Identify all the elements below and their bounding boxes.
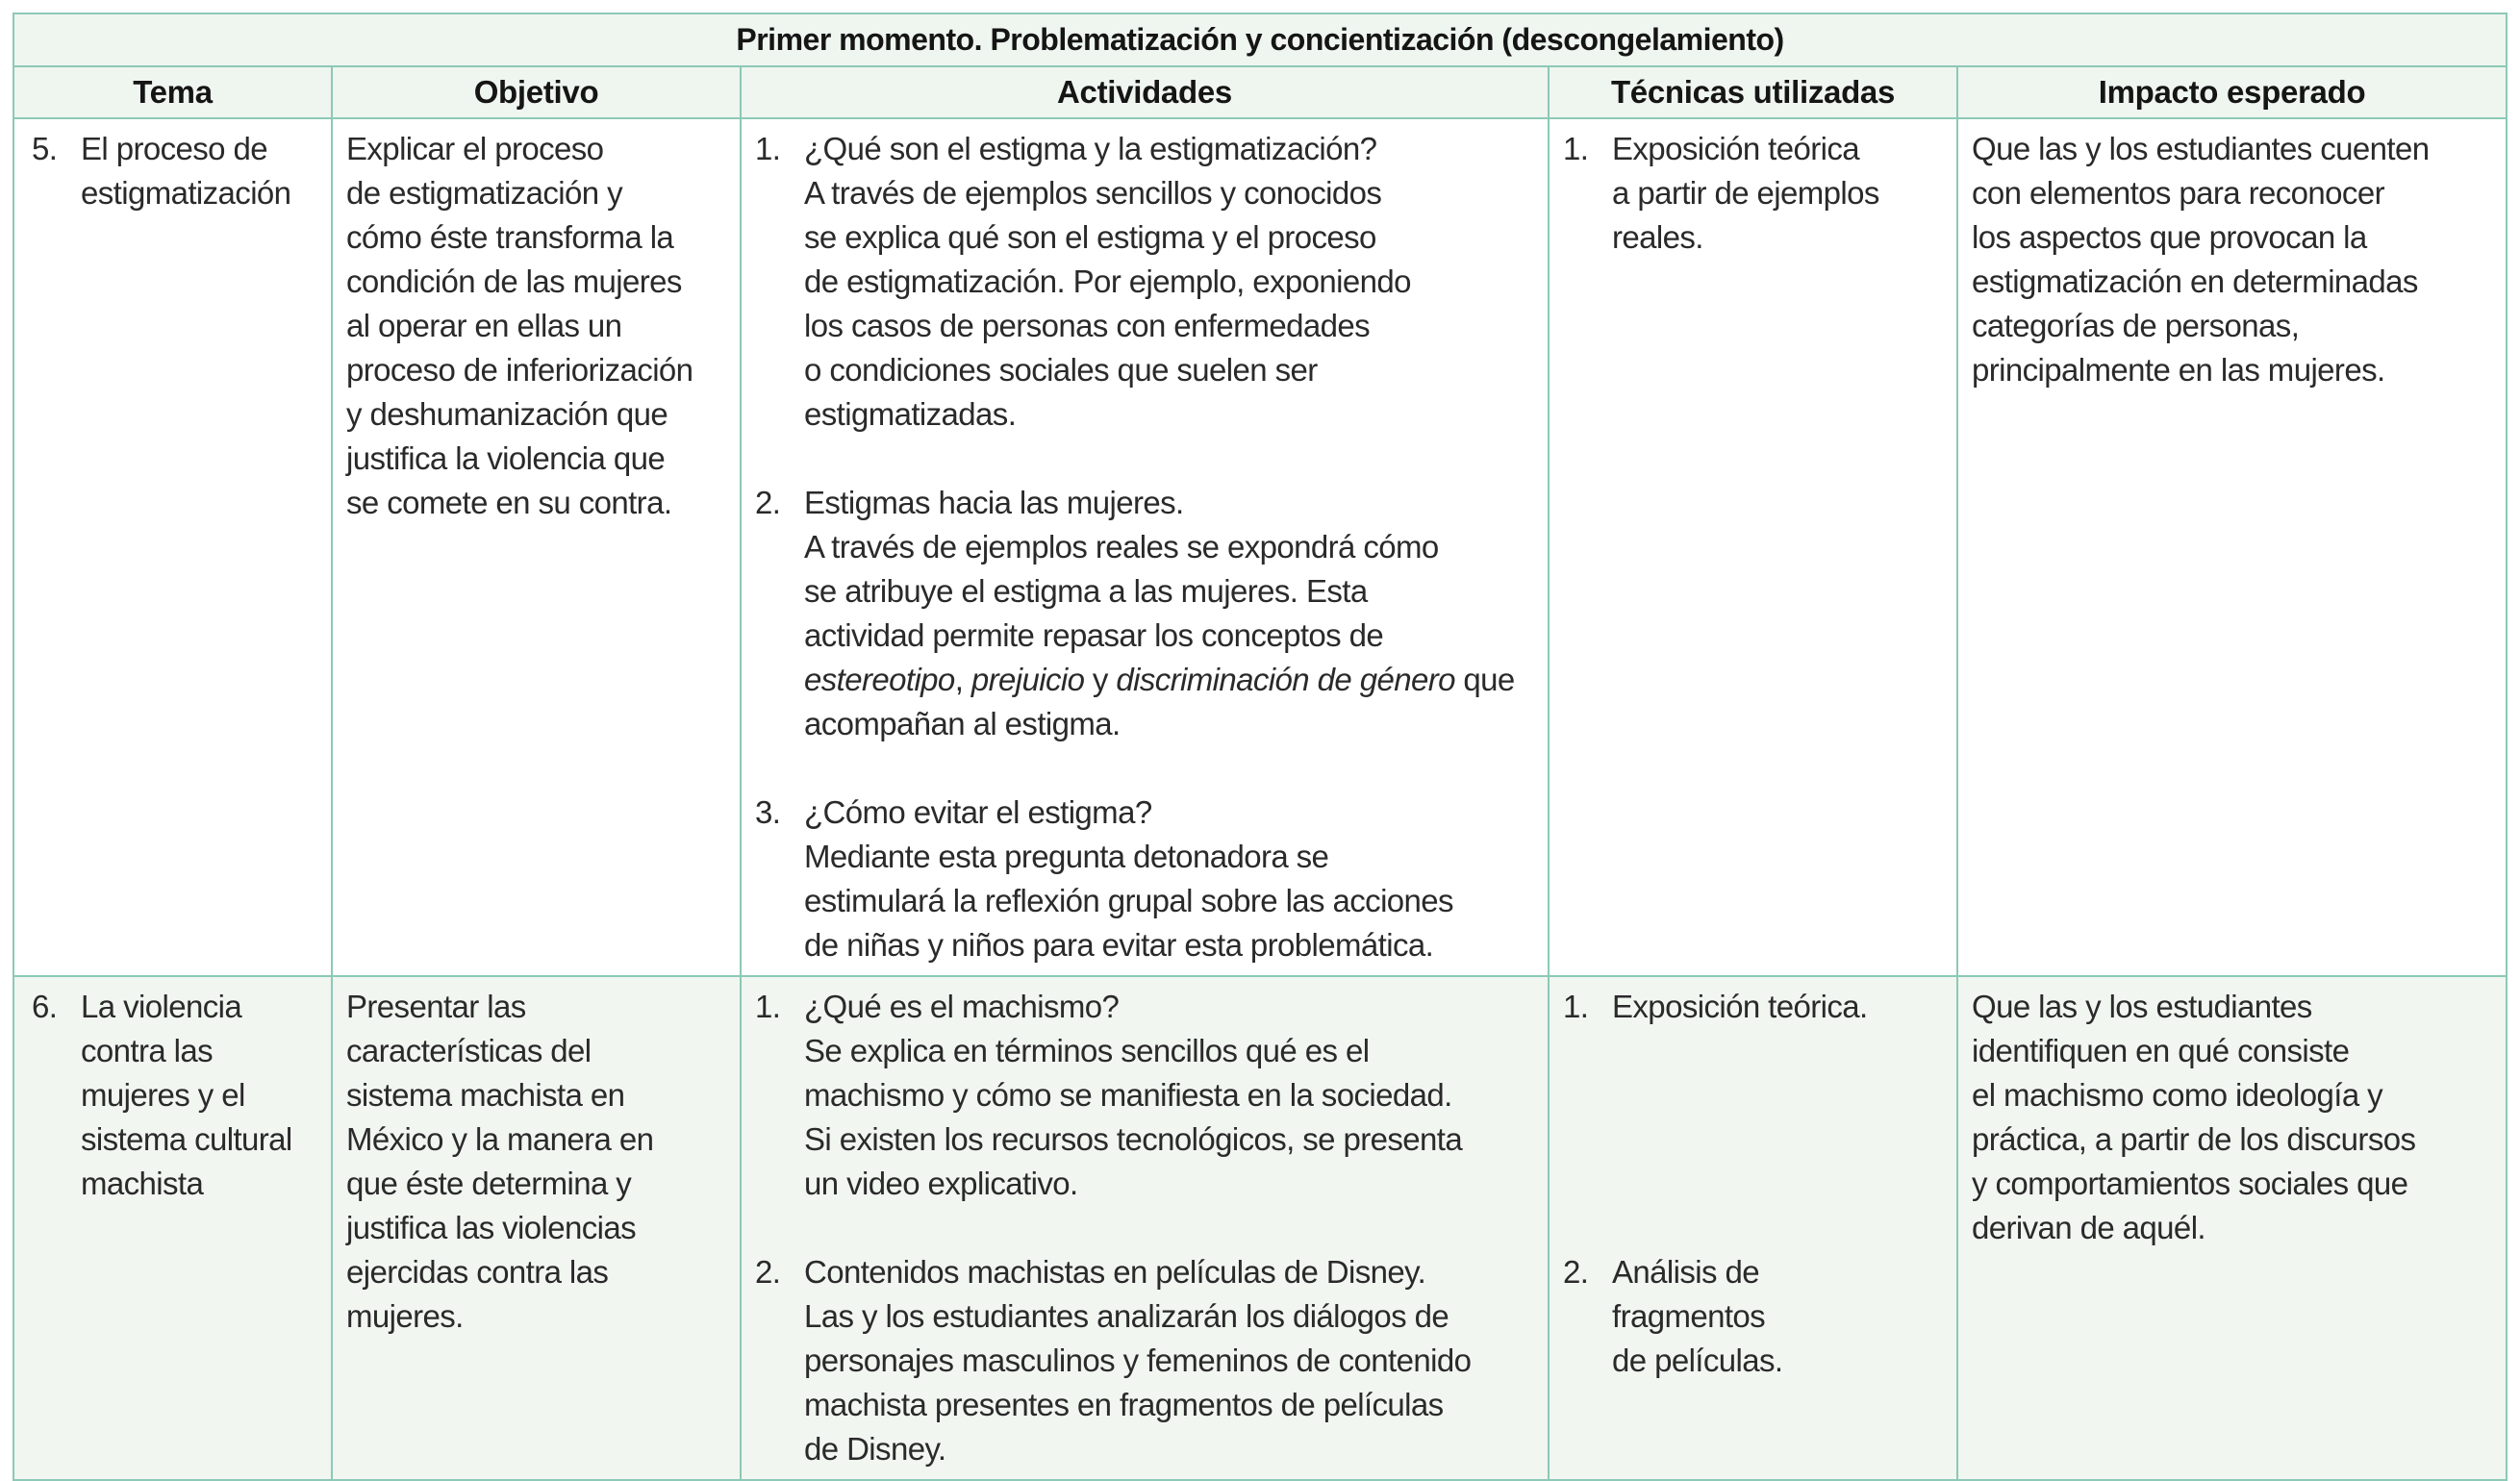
table-title-row xyxy=(13,13,2507,66)
activity-item xyxy=(755,985,1534,1206)
activity-title: ¿Qué son el estigma y la estigmatización? xyxy=(804,131,1377,166)
header-tema: Tema xyxy=(13,66,332,118)
activity-body-text: A través de ejemplos reales se expondrá cómo se atribuye el estigma a las mujeres. Esta actividad permite repasar los conceptos de xyxy=(804,529,1439,653)
header-row xyxy=(13,66,2507,118)
activity-title: Estigmas hacia las mujeres. xyxy=(804,485,1184,520)
separator: , xyxy=(954,662,971,697)
activity-title: ¿Cómo evitar el estigma? xyxy=(804,794,1152,830)
activity-body xyxy=(804,525,1534,746)
table-row xyxy=(13,976,2507,1480)
impacto-text: Que las y los estudiantes cuenten con elementos para reconocer los aspectos que provocan la estigmatización en determinadas categorías de personas, principalmente en las mujeres. xyxy=(1972,131,2430,388)
activity-body: Las y los estudiantes analizarán los diálogos de personajes masculinos y femeninos de contenido machista presentes en fragmentos de películas de Disney. xyxy=(804,1298,1472,1467)
tecnicas-cell xyxy=(1549,118,1957,976)
activity-body-text: que acompañan al estigma. xyxy=(804,662,1515,741)
activity-number: 3. xyxy=(755,794,781,830)
activity-title: Contenidos machistas en películas de Disney. xyxy=(804,1254,1426,1290)
actividades-cell xyxy=(741,118,1549,976)
activity-number: 2. xyxy=(755,485,781,520)
tema-cell xyxy=(13,976,332,1480)
term-discriminacion: discriminación de género xyxy=(1116,662,1455,697)
table-title: Primer momento. Problematización y concientización (descongelamiento) xyxy=(13,13,2507,66)
technique-text: Exposición teórica. xyxy=(1612,989,1868,1024)
activity-number: 1. xyxy=(755,989,781,1024)
technique-text: Análisis de fragmentos de películas. xyxy=(1612,1254,1783,1378)
activity-body: Mediante esta pregunta detonadora se estimulará la reflexión grupal sobre las acciones de niñas y niños para evitar esta problemática. xyxy=(804,839,1453,963)
tema-number: 6. xyxy=(32,989,58,1024)
objetivo-text: Presentar las características del sistema machista en México y la manera en que éste determina y justifica las violencias ejercidas contra las mujeres. xyxy=(346,989,654,1334)
activity-number: 1. xyxy=(755,131,781,166)
header-tecnicas: Técnicas utilizadas xyxy=(1549,66,1957,118)
header-objetivo: Objetivo xyxy=(332,66,741,118)
planning-table xyxy=(13,13,2507,1481)
header-actividades: Actividades xyxy=(741,66,1549,118)
tema-text: El proceso de estigmatización xyxy=(81,131,291,211)
activity-body: Se explica en términos sencillos qué es el machismo y cómo se manifiesta en la sociedad. Si existen los recursos tecnológicos, se presenta un video explicativo. xyxy=(804,1033,1463,1201)
activity-item xyxy=(755,1250,1534,1471)
term-prejuicio: prejuicio xyxy=(970,662,1085,697)
impacto-cell xyxy=(1957,976,2507,1480)
activity-title: ¿Qué es el machismo? xyxy=(804,989,1120,1024)
term-estereotipo: estereotipo xyxy=(804,662,955,697)
objetivo-cell xyxy=(332,976,741,1480)
impacto-cell xyxy=(1957,118,2507,976)
tema-text: La violencia contra las mujeres y el sistema cultural machista xyxy=(81,989,292,1201)
technique-number: 2. xyxy=(1563,1254,1589,1290)
technique-number: 1. xyxy=(1563,989,1589,1024)
tema-number: 5. xyxy=(32,131,58,166)
impacto-text: Que las y los estudiantes identifiquen en qué consiste el machismo como ideología y práctica, a partir de los discursos y comportamientos sociales que derivan de aquél. xyxy=(1972,989,2416,1245)
separator: y xyxy=(1084,662,1117,697)
activity-item xyxy=(755,127,1534,437)
activity-body: A través de ejemplos sencillos y conocidos se explica qué son el estigma y el proceso de estigmatización. Por ejemplo, exponiendo los casos de personas con enfermedades o condiciones sociales que suelen ser estigmatizadas. xyxy=(804,175,1411,432)
activity-item xyxy=(755,481,1534,746)
technique-item xyxy=(1563,1250,1943,1383)
table-row xyxy=(13,118,2507,976)
actividades-cell xyxy=(741,976,1549,1480)
objetivo-cell xyxy=(332,118,741,976)
activity-number: 2. xyxy=(755,1254,781,1290)
header-impacto: Impacto esperado xyxy=(1957,66,2507,118)
activity-item xyxy=(755,791,1534,967)
objetivo-text: Explicar el proceso de estigmatización y cómo éste transforma la condición de las mujeres al operar en ellas un proceso de inferiorización y deshumanización que justifica la violencia que se comete en su contra. xyxy=(346,131,693,520)
technique-item xyxy=(1563,985,1943,1029)
technique-number: 1. xyxy=(1563,131,1589,166)
technique-text: Exposición teórica a partir de ejemplos reales. xyxy=(1612,131,1879,255)
technique-item xyxy=(1563,127,1943,260)
tema-cell xyxy=(13,118,332,976)
tecnicas-cell xyxy=(1549,976,1957,1480)
